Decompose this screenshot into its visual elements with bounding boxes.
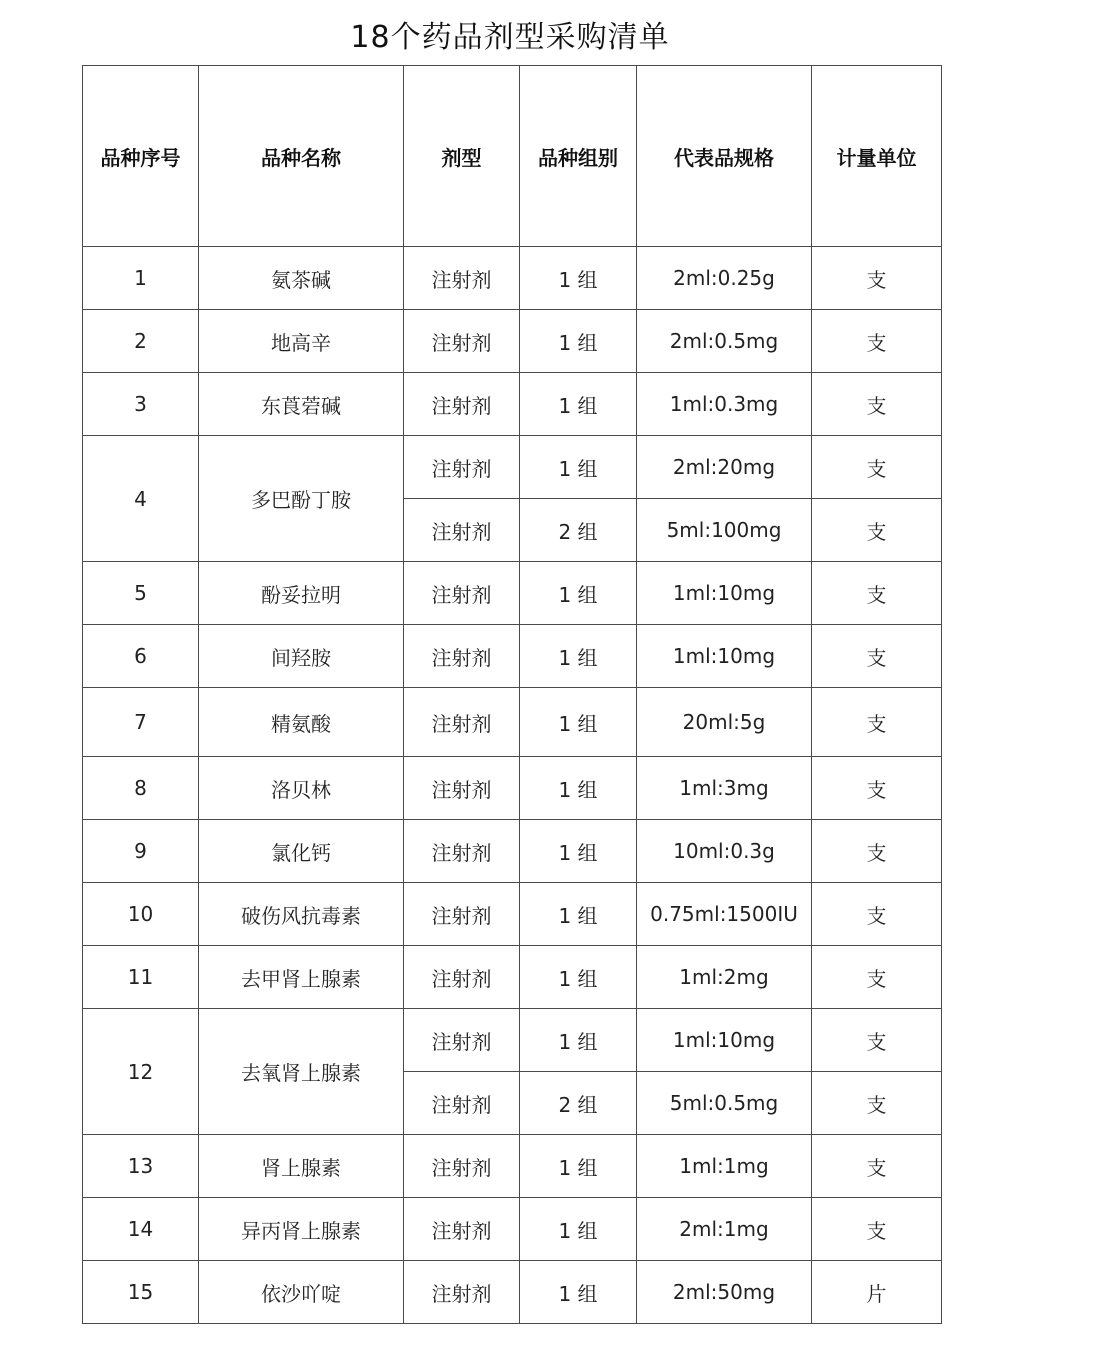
cell-name: 氯化钙 [199, 820, 404, 883]
table-row [83, 436, 942, 499]
cell-serial: 13 [83, 1135, 199, 1198]
cell-group: 1 组 [520, 373, 637, 436]
cell-unit: 支 [812, 247, 942, 310]
cell-serial: 4 [83, 436, 199, 562]
table-row [83, 1135, 942, 1198]
cell-dosage-form: 注射剂 [404, 1135, 520, 1198]
header-unit: 计量单位 [812, 66, 942, 247]
table-row [83, 562, 942, 625]
cell-unit: 支 [812, 625, 942, 688]
cell-unit: 片 [812, 1261, 942, 1324]
cell-serial: 12 [83, 1009, 199, 1135]
cell-unit: 支 [812, 1198, 942, 1261]
cell-spec: 1ml:10mg [637, 562, 812, 625]
cell-group: 2 组 [520, 1072, 637, 1135]
cell-name: 精氨酸 [199, 688, 404, 757]
cell-group: 1 组 [520, 757, 637, 820]
cell-spec: 1ml:10mg [637, 625, 812, 688]
cell-dosage-form: 注射剂 [404, 946, 520, 1009]
cell-group: 1 组 [520, 688, 637, 757]
cell-name: 去氧肾上腺素 [199, 1009, 404, 1135]
cell-serial: 10 [83, 883, 199, 946]
cell-dosage-form: 注射剂 [404, 883, 520, 946]
cell-serial: 11 [83, 946, 199, 1009]
cell-serial: 6 [83, 625, 199, 688]
table-row [83, 688, 942, 757]
cell-dosage-form: 注射剂 [404, 1261, 520, 1324]
cell-serial: 2 [83, 310, 199, 373]
cell-name: 地高辛 [199, 310, 404, 373]
cell-dosage-form: 注射剂 [404, 625, 520, 688]
header-name: 品种名称 [199, 66, 404, 247]
cell-group: 2 组 [520, 499, 637, 562]
table-header-row [83, 66, 942, 247]
cell-serial: 5 [83, 562, 199, 625]
cell-unit: 支 [812, 1009, 942, 1072]
table-row [83, 757, 942, 820]
cell-unit: 支 [812, 946, 942, 1009]
cell-unit: 支 [812, 1135, 942, 1198]
cell-name: 肾上腺素 [199, 1135, 404, 1198]
table-row [83, 1261, 942, 1324]
cell-group: 1 组 [520, 562, 637, 625]
cell-spec: 2ml:50mg [637, 1261, 812, 1324]
cell-group: 1 组 [520, 625, 637, 688]
cell-serial: 8 [83, 757, 199, 820]
table-row [83, 625, 942, 688]
table-row [83, 946, 942, 1009]
cell-group: 1 组 [520, 946, 637, 1009]
cell-spec: 2ml:1mg [637, 1198, 812, 1261]
page-title: 18个药品剂型采购清单 [350, 20, 670, 55]
cell-group: 1 组 [520, 1261, 637, 1324]
cell-group: 1 组 [520, 820, 637, 883]
cell-group: 1 组 [520, 436, 637, 499]
cell-unit: 支 [812, 436, 942, 499]
cell-group: 1 组 [520, 883, 637, 946]
table-row [83, 883, 942, 946]
cell-unit: 支 [812, 562, 942, 625]
cell-unit: 支 [812, 1072, 942, 1135]
cell-group: 1 组 [520, 1135, 637, 1198]
cell-unit: 支 [812, 883, 942, 946]
cell-name: 间羟胺 [199, 625, 404, 688]
cell-group: 1 组 [520, 247, 637, 310]
cell-spec: 1ml:0.3mg [637, 373, 812, 436]
cell-dosage-form: 注射剂 [404, 310, 520, 373]
cell-unit: 支 [812, 499, 942, 562]
cell-dosage-form: 注射剂 [404, 820, 520, 883]
table-row [83, 1198, 942, 1261]
cell-spec: 1ml:1mg [637, 1135, 812, 1198]
cell-dosage-form: 注射剂 [404, 1198, 520, 1261]
cell-spec: 1ml:2mg [637, 946, 812, 1009]
cell-name: 东莨菪碱 [199, 373, 404, 436]
cell-spec: 1ml:10mg [637, 1009, 812, 1072]
cell-name: 洛贝林 [199, 757, 404, 820]
cell-name: 破伤风抗毒素 [199, 883, 404, 946]
cell-spec: 2ml:0.25g [637, 247, 812, 310]
procurement-table [82, 65, 942, 1324]
cell-serial: 3 [83, 373, 199, 436]
cell-unit: 支 [812, 373, 942, 436]
cell-unit: 支 [812, 310, 942, 373]
table-row [83, 1009, 942, 1072]
cell-spec: 5ml:100mg [637, 499, 812, 562]
cell-spec: 10ml:0.3g [637, 820, 812, 883]
cell-dosage-form: 注射剂 [404, 688, 520, 757]
header-serial: 品种序号 [83, 66, 199, 247]
cell-dosage-form: 注射剂 [404, 1072, 520, 1135]
cell-group: 1 组 [520, 1198, 637, 1261]
table-row [83, 247, 942, 310]
cell-dosage-form: 注射剂 [404, 757, 520, 820]
cell-name: 去甲肾上腺素 [199, 946, 404, 1009]
cell-serial: 14 [83, 1198, 199, 1261]
cell-dosage-form: 注射剂 [404, 1009, 520, 1072]
cell-name: 多巴酚丁胺 [199, 436, 404, 562]
cell-dosage-form: 注射剂 [404, 499, 520, 562]
cell-name: 酚妥拉明 [199, 562, 404, 625]
cell-serial: 7 [83, 688, 199, 757]
cell-spec: 0.75ml:1500IU [637, 883, 812, 946]
header-spec: 代表品规格 [637, 66, 812, 247]
cell-name: 异丙肾上腺素 [199, 1198, 404, 1261]
cell-spec: 2ml:0.5mg [637, 310, 812, 373]
cell-serial: 9 [83, 820, 199, 883]
table-row [83, 373, 942, 436]
cell-group: 1 组 [520, 1009, 637, 1072]
cell-dosage-form: 注射剂 [404, 247, 520, 310]
cell-spec: 1ml:3mg [637, 757, 812, 820]
cell-dosage-form: 注射剂 [404, 373, 520, 436]
cell-group: 1 组 [520, 310, 637, 373]
cell-serial: 15 [83, 1261, 199, 1324]
cell-unit: 支 [812, 688, 942, 757]
cell-serial: 1 [83, 247, 199, 310]
header-dosage-form: 剂型 [404, 66, 520, 247]
cell-name: 依沙吖啶 [199, 1261, 404, 1324]
cell-spec: 2ml:20mg [637, 436, 812, 499]
cell-dosage-form: 注射剂 [404, 436, 520, 499]
cell-name: 氨茶碱 [199, 247, 404, 310]
cell-unit: 支 [812, 757, 942, 820]
table-row [83, 310, 942, 373]
cell-spec: 5ml:0.5mg [637, 1072, 812, 1135]
table-row [83, 820, 942, 883]
cell-dosage-form: 注射剂 [404, 562, 520, 625]
header-group: 品种组别 [520, 66, 637, 247]
cell-unit: 支 [812, 820, 942, 883]
cell-spec: 20ml:5g [637, 688, 812, 757]
